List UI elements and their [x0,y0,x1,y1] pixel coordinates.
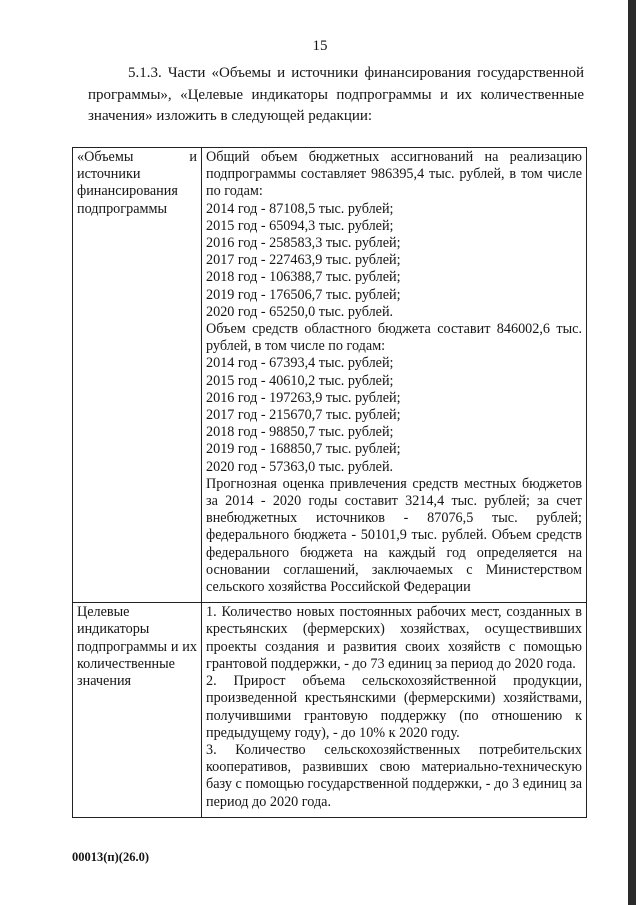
total-year-2014: 2014 год - 87108,5 тыс. рублей; [206,200,394,217]
indicator-item-3: 3. Количество сельскохозяйственных потребительских кооперативов, развивших свою материально-техническую базу с помощью государственной поддержки, - до 3 единиц за период до 2020 года. [206,741,582,810]
regional-year-2014: 2014 год - 67393,4 тыс. рублей; [206,355,394,372]
financing-content-cell [202,148,587,603]
total-year-2015: 2015 год - 65094,3 тыс. рублей; [206,217,394,234]
financing-table [72,147,587,818]
scan-top-edge [0,0,640,6]
indicator-item-1: 1. Количество новых постоянных рабочих мест, созданных в крестьянских (фермерских) хозяйствах, осуществивших проекты создания и развития своих хозяйств с помощью грантовой поддержки, - до 73 единиц за период до 2020 года. [206,604,582,672]
total-volume-text: Общий объем бюджетных ассигнований на реализацию подпрограммы составляет 986395,4 тыс. рублей, в том числе по годам: [206,149,582,200]
indicators-label: Целевые индикаторы подпрограммы и их количественные значения [77,604,197,690]
financing-label-cell [73,148,202,603]
document-code: 00013(п)(26.0) [72,850,149,864]
table-row-financing [73,148,587,603]
regional-year-2018: 2018 год - 98850,7 тыс. рублей; [206,424,394,441]
indicator-item-2: 2. Прирост объема сельскохозяйственной продукции, произведенной крестьянскими (фермерскими) хозяйствами, получившими грантовую поддержку (по отношению к предыдущему году), - до 10% к 2020 году. [206,673,582,741]
total-year-2020: 2020 год - 65250,0 тыс. рублей. [206,303,394,320]
indicators-content-cell [202,603,587,817]
regional-budget-text: Объем средств областного бюджета составит 846002,6 тыс. рублей, в том числе по годам: [206,321,582,355]
regional-year-2015: 2015 год - 40610,2 тыс. рублей; [206,372,394,389]
total-year-2016: 2016 год - 258583,3 тыс. рублей; [206,235,401,252]
total-year-2017: 2017 год - 227463,9 тыс. рублей; [206,252,401,269]
regional-year-2019: 2019 год - 168850,7 тыс. рублей; [206,441,401,458]
scan-right-edge [628,0,636,905]
table-row-indicators [73,603,587,817]
indicators-label-cell [73,603,202,817]
financing-label: «Объемы и источники финансирования подпрограммы [77,149,197,217]
forecast-text: Прогнозная оценка привлечения средств местных бюджетов за 2014 - 2020 годы составит 3214,4 тыс. рублей; за счет внебюджетных источников - 87076,5 тыс. рублей; федерального бюджета - 50101,9 тыс. рублей. Объем средств федерального бюджета на каждый год определяется на основании соглашений, заключаемых с Министерством сельского хозяйства Российской Федерации [206,475,582,596]
total-year-2019: 2019 год - 176506,7 тыс. рублей; [206,286,401,303]
intro-paragraph [88,63,584,128]
regional-year-2016: 2016 год - 197263,9 тыс. рублей; [206,389,401,406]
intro-text: 5.1.3. Части «Объемы и источники финансирования государственной программы», «Целевые индикаторы подпрограммы и их количественные значения» изложить в следующей редакции: [88,65,584,124]
page-number: 15 [312,38,328,54]
total-year-2018: 2018 год - 106388,7 тыс. рублей; [206,269,401,286]
regional-year-2017: 2017 год - 215670,7 тыс. рублей; [206,407,401,424]
regional-year-2020: 2020 год - 57363,0 тыс. рублей. [206,458,394,475]
